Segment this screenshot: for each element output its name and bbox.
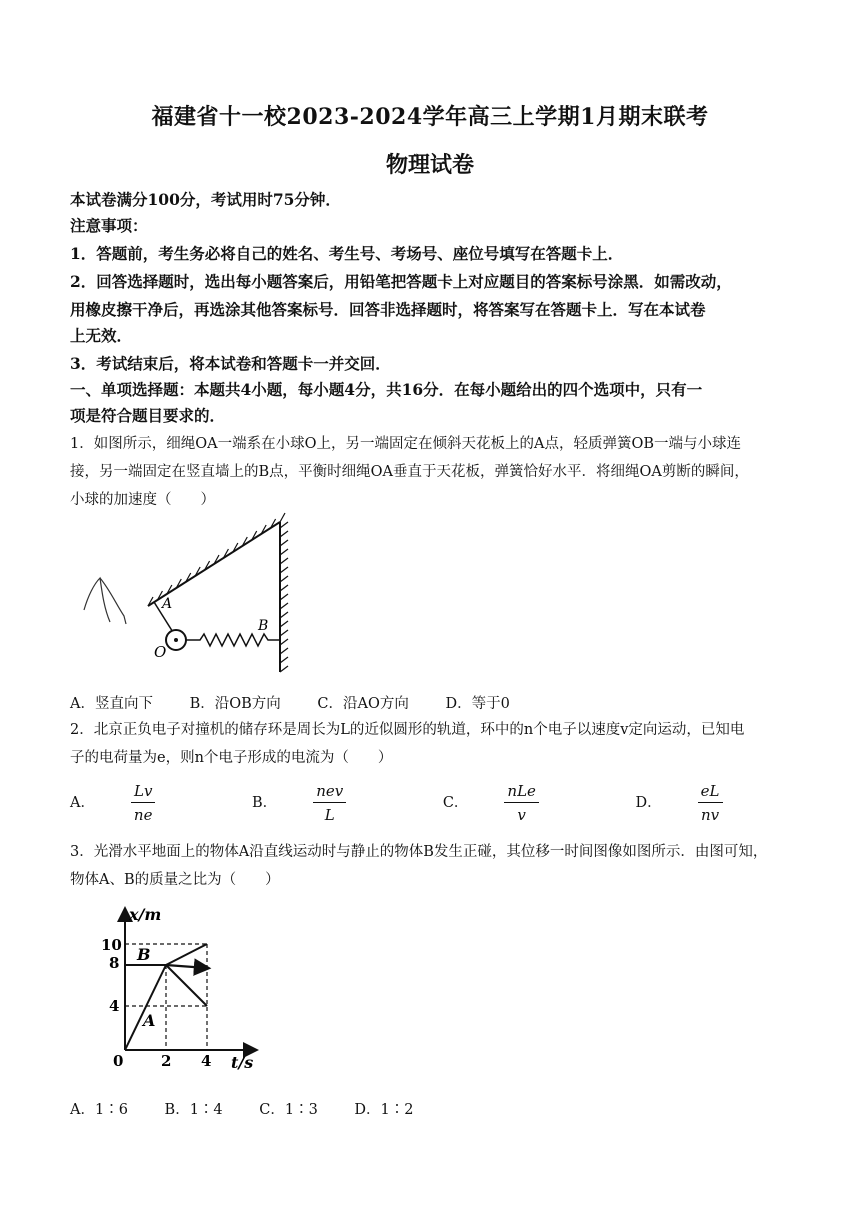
q3-ytick-8: 8 xyxy=(109,954,120,972)
q3-line-flat xyxy=(166,965,207,968)
q1-options xyxy=(70,692,542,713)
q3-label-a: A xyxy=(143,1011,156,1030)
note-1: 1．答题前，考生务必将自己的姓名、考生号、考场号、座位号填写在答题卡上． xyxy=(70,244,624,263)
q1-option-a[interactable]: A．竖直向下 xyxy=(70,696,153,712)
q3-options xyxy=(70,1098,446,1119)
q1-text-line-2: 接，另一端固定在竖直墙上的B点，平衡时细绳OA垂直于天花板，弹簧恰好水平．将细绳OA剪断的瞬间， xyxy=(70,464,749,480)
q3-label-b: B xyxy=(137,945,151,964)
q1-text-line-1: 1．如图所示，细绳OA一端系在小球O上，另一端固定在倾斜天花板上的A点，轻质弹簧OB一端与小球连 xyxy=(70,436,741,452)
q3-xtick-4: 4 xyxy=(201,1052,212,1070)
section-heading-line-2: 项是符合题目要求的． xyxy=(70,406,226,425)
q1-option-c[interactable]: C．沿AO方向 xyxy=(317,696,409,712)
q3-origin: 0 xyxy=(113,1052,124,1070)
q3-text-line-2: 物体A、B的质量之比为（ ） xyxy=(70,872,280,888)
q3-option-a[interactable]: A．1∶6 xyxy=(70,1102,128,1118)
q2-option-c[interactable]: C． $\frac{\text{nLe}}{v}$ xyxy=(443,782,603,824)
q3-option-d[interactable]: D．1∶2 xyxy=(354,1102,414,1118)
q2-text-line-1: 2．北京正负电子对撞机的储存环是周长为L的近似圆形的轨道，环中的n个电子以速度v定向运动，已知电 xyxy=(70,722,745,738)
q1-figure xyxy=(70,512,300,682)
q1-label-o: O xyxy=(154,643,167,661)
q2-text-line-2: 子的电荷量为e，则n个电子形成的电流为（ ） xyxy=(70,750,393,766)
note-2-line-1: 2．回答选择题时，选出每小题答案后，用铅笔把答题卡上对应题目的答案标号涂黑．如需改动， xyxy=(70,272,732,291)
q1-option-d[interactable]: D．等于0 xyxy=(445,696,510,712)
note-2-line-3: 上无效． xyxy=(70,326,133,345)
q1-spring xyxy=(186,634,280,646)
q2-option-b[interactable]: B． $\frac{\text{nev}}{L}$ xyxy=(252,782,410,824)
q3-line-a-after xyxy=(166,965,207,1006)
q3-y-label: x/m xyxy=(129,905,162,924)
q3-option-c[interactable]: C．1∶3 xyxy=(259,1102,318,1118)
notes-title: 注意事项： xyxy=(70,216,148,235)
q1-stray-mark xyxy=(84,578,126,624)
page-title: 福建省十一校2023-2024学年高三上学期1月期末联考 xyxy=(151,104,709,130)
note-2-line-2: 用橡皮擦干净后，再选涂其他答案标号．回答非选择题时，将答案写在答题卡上．写在本试卷 xyxy=(70,300,706,319)
q2-option-a[interactable]: A． $\frac{Lv}{ne}$ xyxy=(70,782,219,824)
section-heading-line-1: 一、单项选择题：本题共4小题，每小题4分，共16分．在每小题给出的四个选项中，只有一 xyxy=(70,380,703,399)
q3-line-b-after xyxy=(166,944,207,965)
q1-label-a: A xyxy=(162,596,173,612)
page-subtitle: 物理试卷 xyxy=(385,152,474,178)
q2-options xyxy=(70,782,815,824)
q1-label-b: B xyxy=(258,618,269,634)
q3-text-line-1: 3．光滑水平地面上的物体A沿直线运动时与静止的物体B发生正碰，其位移一时间图像如图所示．由图可知， xyxy=(70,844,768,860)
note-3: 3．考试结束后，将本试卷和答题卡一并交回． xyxy=(70,354,391,373)
q3-ytick-10: 10 xyxy=(101,936,122,954)
q3-xt-graph xyxy=(95,898,275,1078)
q3-option-b[interactable]: B．1∶4 xyxy=(164,1102,223,1118)
q1-option-b[interactable]: B．沿OB方向 xyxy=(189,696,281,712)
q3-xtick-2: 2 xyxy=(161,1052,172,1070)
score-line: 本试卷满分100分，考试用时75分钟． xyxy=(70,190,341,209)
q1-text-line-3: 小球的加速度（ ） xyxy=(70,492,215,508)
q1-ceiling-hatch xyxy=(148,513,285,606)
q1-wall-hatch xyxy=(280,522,288,672)
q3-ytick-4: 4 xyxy=(109,997,120,1015)
q2-option-d[interactable]: D． $\frac{eL}{nv}$ xyxy=(636,782,787,824)
q3-line-a-before xyxy=(125,965,166,1050)
q3-x-label: t/s xyxy=(231,1053,254,1072)
